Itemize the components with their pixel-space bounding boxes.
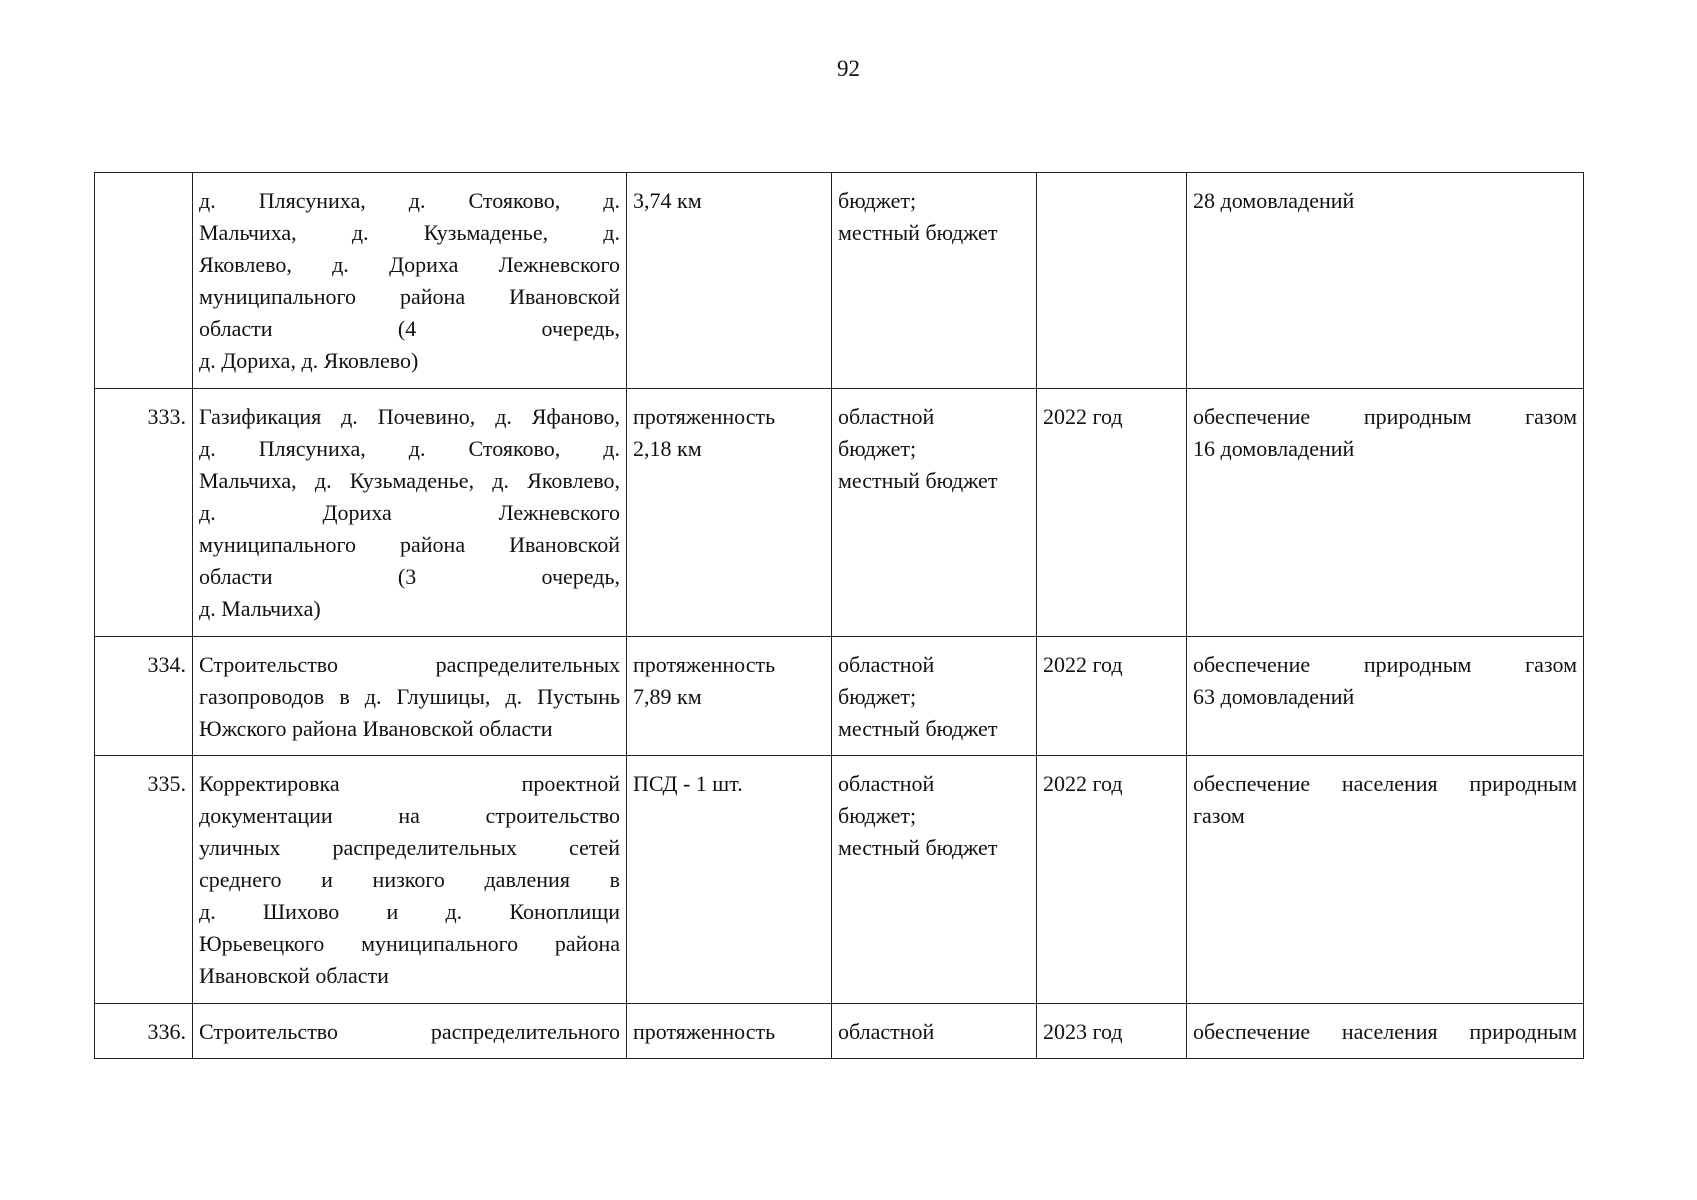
- object-name-line: Яковлево, д. Дориха Лежневского: [199, 252, 620, 277]
- funding-source-line: областной: [838, 404, 935, 429]
- object-name-line: д. Плясуниха, д. Стояково, д.: [199, 188, 620, 213]
- implementation-year-cell: [1037, 389, 1187, 637]
- expected-result-line: газом: [1193, 803, 1245, 828]
- funding-source-line: бюджет;: [838, 803, 917, 828]
- object-name-line: Корректировка проектной: [199, 771, 620, 796]
- table-row: [95, 1004, 1584, 1059]
- implementation-year-cell: [1037, 637, 1187, 756]
- capacity-cell: [627, 637, 832, 756]
- row-number-cell: [95, 637, 193, 756]
- capacity-cell: [627, 173, 832, 389]
- funding-source-line: бюджет;: [838, 684, 917, 709]
- table-row: [95, 756, 1584, 1004]
- object-name-line: уличных распределительных сетей: [199, 835, 620, 860]
- object-name-line: д. Дориха Лежневского: [199, 500, 620, 525]
- capacity-cell: [627, 389, 832, 637]
- implementation-year-text: 2022 год: [1043, 771, 1123, 796]
- expected-result-line: 63 домовладений: [1193, 684, 1355, 709]
- expected-result-line: обеспечение природным газом: [1193, 404, 1577, 429]
- funding-source-line: местный бюджет: [838, 468, 998, 493]
- funding-source-cell: [832, 173, 1037, 389]
- capacity-line: ПСД - 1 шт.: [633, 771, 743, 796]
- investment-table: [94, 172, 1584, 1059]
- object-name-line: Юрьевецкого муниципального района: [199, 931, 620, 956]
- object-name-cell: [193, 173, 627, 389]
- expected-result-cell: [1187, 173, 1584, 389]
- object-name-line: д. Плясуниха, д. Стояково, д.: [199, 436, 620, 461]
- object-name-cell: [193, 637, 627, 756]
- expected-result-line: 16 домовладений: [1193, 436, 1355, 461]
- object-name-line: области (3 очередь,: [199, 564, 620, 589]
- object-name-line: муниципального района Ивановской: [199, 532, 620, 557]
- row-number-cell: [95, 1004, 193, 1059]
- expected-result-line: 28 домовладений: [1193, 188, 1355, 213]
- object-name-cell: [193, 1004, 627, 1059]
- capacity-line: 3,74 км: [633, 188, 702, 213]
- object-name-line: Газификация д. Почевино, д. Яфаново,: [199, 404, 620, 429]
- object-name-line: области (4 очередь,: [199, 316, 620, 341]
- object-name-line: Строительство распределительного: [199, 1019, 620, 1044]
- funding-source-line: областной: [838, 1019, 935, 1044]
- funding-source-line: местный бюджет: [838, 716, 998, 741]
- row-number-text: 335.: [147, 771, 186, 796]
- capacity-line: протяженность: [633, 652, 776, 677]
- table-row: [95, 389, 1584, 637]
- object-name-line: д. Дориха, д. Яковлево): [199, 348, 419, 373]
- funding-source-cell: [832, 389, 1037, 637]
- funding-source-line: местный бюджет: [838, 835, 998, 860]
- object-name-line: документации на строительство: [199, 803, 620, 828]
- capacity-cell: [627, 756, 832, 1004]
- implementation-year-cell: [1037, 756, 1187, 1004]
- capacity-line: протяженность: [633, 1019, 776, 1044]
- object-name-line: Строительство распределительных: [199, 652, 620, 677]
- object-name-line: среднего и низкого давления в: [199, 867, 620, 892]
- expected-result-line: обеспечение населения природным: [1193, 1019, 1577, 1044]
- object-name-line: Ивановской области: [199, 963, 389, 988]
- table-row: [95, 173, 1584, 389]
- funding-source-line: бюджет;: [838, 436, 917, 461]
- object-name-cell: [193, 756, 627, 1004]
- expected-result-line: обеспечение природным газом: [1193, 652, 1577, 677]
- row-number-cell: [95, 173, 193, 389]
- expected-result-cell: [1187, 637, 1584, 756]
- expected-result-cell: [1187, 389, 1584, 637]
- object-name-line: д. Мальчиха): [199, 596, 321, 621]
- implementation-year-cell: [1037, 173, 1187, 389]
- implementation-year-text: 2022 год: [1043, 404, 1123, 429]
- page-number: 92: [837, 56, 860, 81]
- implementation-year-cell: [1037, 1004, 1187, 1059]
- table-row: [95, 637, 1584, 756]
- table-body: [95, 173, 1584, 1059]
- funding-source-line: областной: [838, 652, 935, 677]
- implementation-year-text: 2022 год: [1043, 652, 1123, 677]
- funding-source-line: местный бюджет: [838, 220, 998, 245]
- capacity-line: 7,89 км: [633, 684, 702, 709]
- row-number-cell: [95, 389, 193, 637]
- object-name-cell: [193, 389, 627, 637]
- funding-source-cell: [832, 756, 1037, 1004]
- object-name-line: Мальчиха, д. Кузьмаденье, д. Яковлево,: [199, 468, 620, 493]
- row-number-cell: [95, 756, 193, 1004]
- object-name-line: муниципального района Ивановской: [199, 284, 620, 309]
- capacity-line: 2,18 км: [633, 436, 702, 461]
- row-number-text: 334.: [147, 652, 186, 677]
- capacity-line: протяженность: [633, 404, 776, 429]
- object-name-line: Южского района Ивановской области: [199, 716, 553, 741]
- expected-result-cell: [1187, 1004, 1584, 1059]
- funding-source-cell: [832, 637, 1037, 756]
- object-name-line: Мальчиха, д. Кузьмаденье, д.: [199, 220, 620, 245]
- capacity-cell: [627, 1004, 832, 1059]
- row-number-text: 333.: [147, 404, 186, 429]
- expected-result-line: обеспечение населения природным: [1193, 771, 1577, 796]
- funding-source-line: областной: [838, 771, 935, 796]
- object-name-line: д. Шихово и д. Коноплищи: [199, 899, 620, 924]
- funding-source-cell: [832, 1004, 1037, 1059]
- implementation-year-text: 2023 год: [1043, 1019, 1123, 1044]
- expected-result-cell: [1187, 756, 1584, 1004]
- row-number-text: 336.: [147, 1019, 186, 1044]
- object-name-line: газопроводов в д. Глушицы, д. Пустынь: [199, 684, 620, 709]
- funding-source-line: бюджет;: [838, 188, 917, 213]
